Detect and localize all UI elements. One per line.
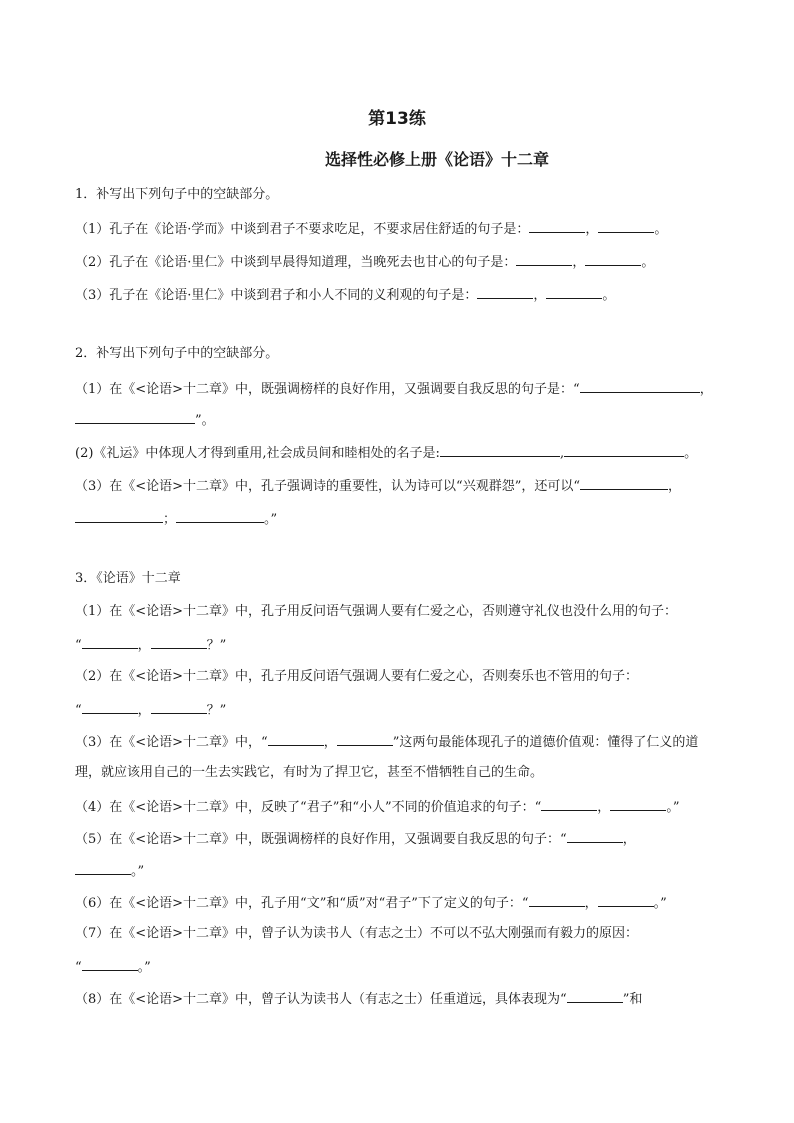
question-3-item-1: （1）在《<论语>十二章》中，孔子用反问语气强调人要有仁爱之心，否则遵守礼仪也没什么用的句子： xyxy=(75,604,678,619)
question-1-item-1: （1）孔子在《论语·学而》中谈到君子不要求吃足，不要求居住舒适的句子是： ， 。 xyxy=(75,219,667,239)
answer-blank[interactable] xyxy=(610,797,666,811)
answer-blank[interactable] xyxy=(567,989,623,1003)
question-2-item-1: （1）在《<论语>十二章》中，既强调榜样的良好作用，又强调要自我反思的句子是：“ ， xyxy=(75,379,713,399)
answer-blank[interactable] xyxy=(529,893,585,907)
page-title: 第13练 xyxy=(368,109,426,129)
question-3-item-5-cont: 。” xyxy=(75,861,144,881)
answer-blank[interactable] xyxy=(268,732,324,746)
question-3-item-6: （6）在《<论语>十二章》中，孔子用“文”和“质”对“君子”下了定义的句子：“ ， 。” xyxy=(75,893,667,913)
answer-blank[interactable] xyxy=(580,379,700,393)
answer-blank[interactable] xyxy=(477,285,533,299)
question-2-item-3-cont: ； 。” xyxy=(75,509,277,529)
question-2-item-1-cont: ”。 xyxy=(75,410,215,430)
question-1-heading: 1．补写出下列句子中的空缺部分。 xyxy=(75,187,279,202)
question-3-heading: 3．《论语》十二章 xyxy=(75,571,181,586)
question-3-item-8: （8）在《<论语>十二章》中，曾子认为读书人（有志之士）任重道远，具体表现为“ ”和 xyxy=(75,989,642,1009)
question-3-item-5: （5）在《<论语>十二章》中，既强调榜样的良好作用，又强调要自我反思的句子：“ ， xyxy=(75,829,636,849)
answer-blank[interactable] xyxy=(541,797,597,811)
answer-blank[interactable] xyxy=(580,476,668,490)
answer-blank[interactable] xyxy=(598,219,654,233)
answer-blank[interactable] xyxy=(564,443,684,457)
question-3-item-3: （3）在《<论语>十二章》中，“ ， ”这两句最能体现孔子的道德价值观：懂得了仁义的道 xyxy=(75,732,698,752)
question-2-item-2: (2)《礼运》中体现人才得到重用,社会成员间和睦相处的名子是: , 。 xyxy=(75,443,697,463)
question-1-item-3: （3）孔子在《论语·里仁》中谈到君子和小人不同的义利观的句子是： ， 。 xyxy=(75,285,615,305)
question-3-item-7-cont: “ 。” xyxy=(75,957,151,977)
answer-blank[interactable] xyxy=(598,893,654,907)
answer-blank[interactable] xyxy=(585,252,641,266)
answer-blank[interactable] xyxy=(82,635,138,649)
answer-blank[interactable] xyxy=(440,443,560,457)
question-3-item-1-cont: “ ， ？” xyxy=(75,635,226,655)
answer-blank[interactable] xyxy=(82,700,138,714)
question-3-item-4: （4）在《<论语>十二章》中，反映了“君子”和“小人”不同的价值追求的句子：“ ， 。” xyxy=(75,797,679,817)
question-3-item-7: （7）在《<论语>十二章》中，曾子认为读书人（有志之士）不可以不弘大刚强而有毅力的原因： xyxy=(75,926,639,941)
answer-blank[interactable] xyxy=(516,252,572,266)
question-1-item-2: （2）孔子在《论语·里仁》中谈到早晨得知道理，当晚死去也甘心的句子是： ， 。 xyxy=(75,252,654,272)
question-3-item-2: （2）在《<论语>十二章》中，孔子用反问语气强调人要有仁爱之心，否则奏乐也不管用的句子： xyxy=(75,669,639,684)
answer-blank[interactable] xyxy=(75,509,163,523)
question-2-heading: 2．补写出下列句子中的空缺部分。 xyxy=(75,346,279,361)
question-3-item-2-cont: “ ， ？” xyxy=(75,700,226,720)
answer-blank[interactable] xyxy=(151,635,207,649)
answer-blank[interactable] xyxy=(567,829,623,843)
question-3-item-3-cont: 理，就应该用自己的一生去实践它，有时为了捍卫它，甚至不惜牺牲自己的生命。 xyxy=(75,765,544,780)
answer-blank[interactable] xyxy=(75,410,195,424)
answer-blank[interactable] xyxy=(82,957,138,971)
answer-blank[interactable] xyxy=(176,509,264,523)
answer-blank[interactable] xyxy=(529,219,585,233)
answer-blank[interactable] xyxy=(75,861,131,875)
question-2-item-3: （3）在《<论语>十二章》中，孔子强调诗的重要性，认为诗可以“兴观群怨”，还可以“ ， xyxy=(75,476,681,496)
answer-blank[interactable] xyxy=(151,700,207,714)
answer-blank[interactable] xyxy=(337,732,393,746)
page-subtitle: 选择性必修上册《论语》十二章 xyxy=(324,150,549,169)
answer-blank[interactable] xyxy=(546,285,602,299)
